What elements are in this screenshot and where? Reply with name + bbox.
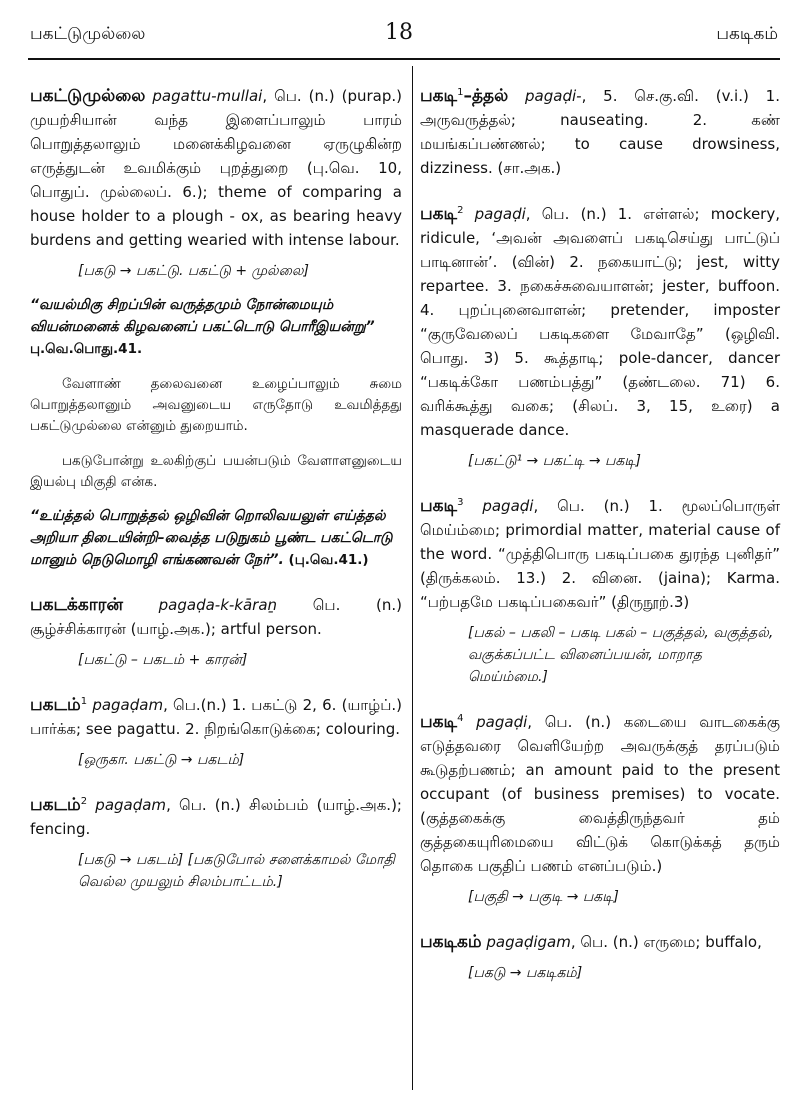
transliteration: pagattu-mullai [152, 87, 263, 105]
entry-definition [420, 202, 780, 442]
entry-definition [420, 84, 780, 180]
definition-text: , பெ. (n.) கடையை வாடகைக்கு எடுத்தவரை வெளியேற்ற அவருக்குத் தரப்படும் கூடுதற்பணம்; an amount paid to the present occupant (of business premises) to vocate. (குத்தகைக்கு வைத்திருந்தவர் தம் குத்தகையுரிமையை விட்டுக் கொடுக்கத் தரும் தொகை பகுதிப் பணம் எனப்படும்.) [420, 713, 780, 875]
quote-text: “வயல்மிகு சிறப்பின் வருத்தமும் நோன்மையும் வியன்மனைக் கிழவனைப் பகட்டொடு பொரீஇயன்று” [30, 297, 375, 335]
citation-quote [30, 505, 402, 571]
etymology: [பகுதி → பகுடி → பகடி] [468, 889, 619, 905]
page-number: 18 [385, 20, 413, 45]
entry-definition [30, 593, 402, 641]
headword-suffix: –த்தல் [463, 86, 509, 106]
quote-source: (பு.வெ.41.) [283, 552, 369, 568]
transliteration: pagaḍam [95, 796, 167, 814]
guide-word-right: பகடிகம் [716, 24, 778, 44]
etymology: [ஒருகா. பகட்டு → பகடம்] [78, 752, 245, 768]
transliteration: pagaḍi [482, 497, 534, 515]
quote-text: “உய்த்தல் பொறுத்தல் ஒழிவின் றொலிவயலுள் எய்த்தல் அறியா திடையின்றி–வைத்த படுநுகம் பூண்ட பகட்டொடு மானும் நெடுமொழி எங்கணவன் நேர்”. [30, 508, 393, 568]
homograph-number: 2 [457, 205, 464, 216]
header-rule [28, 58, 780, 60]
definition-text: , பெ. (n.) 1. எள்ளல்; mockery, ridicule, ‘அவன் அவளைப் பகடிசெய்து பாட்டுப் பாடினான்’. (வின்) 2. நகையாட்டு; jest, witty repartee. 3. நகைச்சுவையாளன்; jester, buffoon. 4. புறப்புனைவாளன்; pretender, imposter “குருவேலைப் பகடிகளை மேவாதே” (ஒழிவி. பொது. 3) 5. கூத்தாடி; pole-dancer, dancer “பகடிக்கோ பணம்பத்து” (தண்டலை. 71) 6. வரிக்கூத்து வகை; (சிலப். 3, 15, உரை) a masquerade dance. [420, 205, 780, 439]
etymology: [பகட்டு¹ → பகட்டி → பகடி] [468, 453, 641, 469]
citation-quote [30, 294, 402, 360]
homograph-number: 1 [80, 696, 88, 707]
page-header [0, 14, 800, 54]
transliteration: pagaḍigam [486, 933, 571, 951]
dictionary-entry [420, 494, 780, 688]
homograph-number: 2 [80, 796, 88, 807]
dictionary-entry [420, 84, 780, 180]
dictionary-entry [420, 930, 780, 984]
dictionary-entry [420, 202, 780, 472]
headword: பகடி [420, 204, 458, 224]
headword: பகடக்காரன் [30, 595, 123, 615]
transliteration: pagaḍa-k-kāraṉ [158, 596, 278, 614]
transliteration: pagaḍam [92, 696, 164, 714]
entry-definition [420, 930, 780, 954]
entry-definition [420, 494, 780, 614]
etymology: [பகட்டு – பகடம் + காரன்] [78, 652, 248, 668]
headword: பகடி [420, 86, 458, 106]
column-divider [412, 66, 413, 1090]
transliteration: pagaḍi- [525, 87, 582, 105]
explanatory-note: பகடுபோன்று உலகிற்குப் பயன்படும் வேளாளனுடைய இயல்பு மிகுதி என்க. [30, 453, 402, 490]
dictionary-entry [30, 593, 402, 671]
homograph-number: 1 [457, 87, 464, 98]
dictionary-entry [30, 84, 402, 571]
etymology: [பகடு → பகட்டு. பகட்டு + முல்லை] [78, 263, 310, 279]
entry-definition [420, 710, 780, 878]
headword: பகடிகம் [420, 932, 482, 952]
etymology: [பகடு → பகடிகம்] [468, 965, 583, 981]
explanatory-note: வேளாண் தலைவனை உழைப்பாலும் சுமை பொறுத்தலானும் அவனுடைய எருதோடு உவமித்தது பகட்டுமுல்லை என்னும் துறையாம். [30, 376, 402, 434]
dictionary-entry [30, 793, 402, 893]
definition-text: , பெ. (n.) சிலம்பம் (யாழ்.அக.); fencing. [30, 796, 402, 838]
entry-definition [30, 793, 402, 841]
headword: பகடம் [30, 795, 81, 815]
homograph-number: 4 [457, 713, 464, 724]
definition-text: , பெ. (n.) (purap.) முயற்சியான் வந்த இளைப்பாலும் பாரம் பொறுத்தலாலும் மனைக்கிழவனை ஏருழுகின்ற எருத்துடன் உவமிக்கும் புறத்துறை (பு.வெ. 10, பொதுப். முல்லைப். 6.); theme of comparing a house holder to a plough - ox, as bearing heavy burdens and getting wearied with intense labour. [30, 87, 402, 249]
right-column [420, 84, 780, 1006]
definition-text: , பெ.(n.) 1. பகட்டு 2, 6. (யாழ்ப்.) பார்க்க; see pagattu. 2. நிறங்கொடுக்கை; colouring. [30, 696, 402, 738]
headword: பகடி [420, 496, 458, 516]
etymology: [பகல் – பகலி – பகடி பகல் – பகுத்தல், வகுத்தல், வகுக்கப்பட்ட வினைப்பயன், மாறாத மெய்ம்மை.] [468, 625, 774, 685]
definition-text: , 5. செ.கு.வி. (v.i.) 1. அருவருத்தல்; nauseating. 2. கண் மயங்கப்பண்ணல்; to cause drowsiness, dizziness. (சா.அக.) [420, 87, 780, 177]
headword: பகட்டுமுல்லை [30, 86, 146, 106]
definition-text: , பெ. (n.) 1. மூலப்பொருள் மெய்ம்மை; primordial matter, material cause of the word. “முத்திபொரு பகடிப்பகை துரந்த புனிதர்” (திருக்கலம். 13.) 2. வினை. (jaina); Karma. “பற்பதமே பகடிப்பகைவர்” (திருநூற்.3) [420, 497, 780, 611]
transliteration: pagaḍi [476, 713, 528, 731]
transliteration: pagaḍi [474, 205, 526, 223]
definition-text: , பெ. (n.) எருமை; buffalo, [570, 933, 762, 951]
entry-definition [30, 84, 402, 252]
entry-definition [30, 693, 402, 741]
left-column [30, 84, 402, 915]
definition-text: பெ. (n.) சூழ்ச்சிக்காரன் (யாழ்.அக.); artful person. [30, 596, 402, 638]
quote-source: பு.வெ.பொது.41. [30, 341, 143, 357]
dictionary-entry [420, 710, 780, 908]
guide-word-left: பகட்டுமுல்லை [30, 24, 146, 44]
homograph-number: 3 [457, 497, 464, 508]
etymology: [பகடு → பகடம்] [பகடுபோல் சளைக்காமல் மோதி வெல்ல முயலும் சிலம்பாட்டம்.] [78, 852, 395, 890]
headword: பகடம் [30, 695, 81, 715]
dictionary-entry [30, 693, 402, 771]
headword: பகடி [420, 712, 458, 732]
